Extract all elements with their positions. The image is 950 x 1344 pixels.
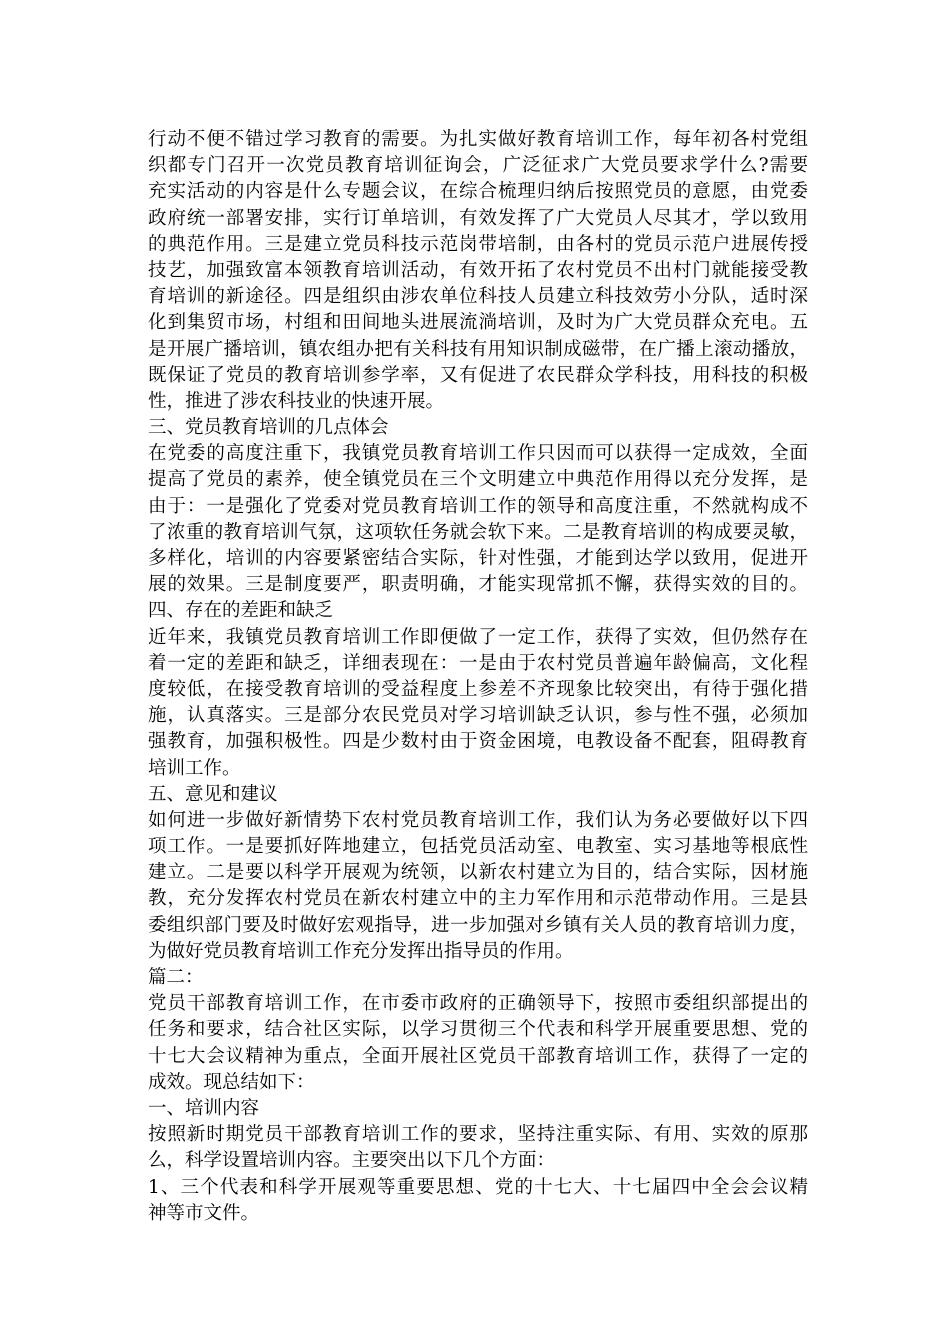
paragraph-line: 神等市文件。 [148,1202,260,1224]
section-heading: 三、党员教育培训的几点体会 [148,417,389,439]
paragraph-line: 教，充分发挥农村党员在新农村建立中的主力军作用和示范带动作用。三是县 [148,888,808,910]
paragraph-line: 展的效果。三是制度要严，职责明确，才能实现常抓不懈，获得实效的目的。 [148,574,808,596]
paragraph-line: 提高了党员的素养，使全镇党员在三个文明建立中典范作用得以充分发挥，是 [148,469,808,491]
paragraph-line: 如何进一步做好新情势下农村党员教育培训工作，我们认为务必要做好以下四 [148,809,808,831]
paragraph-line: 着一定的差距和缺乏，详细表现在：一是由于农村党员普遍年龄偏高，文化程 [148,652,808,674]
paragraph-line: 十七大会议精神为重点，全面开展社区党员干部教育培训工作，获得了一定的 [148,1045,808,1067]
section-heading: 五、意见和建议 [148,783,278,805]
paragraph-line: 在党委的高度注重下，我镇党员教育培训工作只因而可以获得一定成效，全面 [148,443,808,465]
paragraph-line: 么，科学设置培训内容。主要突出以下几个方面： [148,1150,556,1172]
paragraph-line: 近年来，我镇党员教育培训工作即便做了一定工作，获得了实效，但仍然存在 [148,626,808,648]
paragraph-line: 的典范作用。三是建立党员科技示范岗带培制，由各村的党员示范户进展传授 [148,233,808,255]
paragraph-line: 既保证了党员的教育培训参学率，又有促进了农民群众学科技，用科技的积极 [148,364,808,386]
paragraph-line: 委组织部门要及时做好宏观指导，进一步加强对乡镇有关人员的教育培训力度， [148,914,808,936]
paragraph-line: 是开展广播培训，镇农组办把有关科技有用知识制成磁带，在广播上滚动播放， [148,338,808,360]
paragraph-line: 成效。现总结如下： [148,1071,315,1093]
paragraph-line: 由于：一是强化了党委对党员教育培训工作的领导和高度注重，不然就构成不 [148,495,808,517]
paragraph-line: 了浓重的教育培训气氛，这项软任务就会软下来。二是教育培训的构成要灵敏， [148,521,808,543]
paragraph-line: 1、三个代表和科学开展观等重要思想、党的十七大、十七届四中全会会议精 [148,1176,808,1198]
paragraph-line: 按照新时期党员干部教育培训工作的要求，坚持注重实际、有用、实效的原那 [148,1124,808,1146]
paragraph-line: 建立。二是要以科学开展观为统领，以新农村建立为目的，结合实际，因材施 [148,862,808,884]
paragraph-line: 党员干部教育培训工作，在市委市政府的正确领导下，按照市委组织部提出的 [148,993,808,1015]
paragraph-line: 任务和要求，结合社区实际，以学习贯彻三个代表和科学开展重要思想、党的 [148,1019,808,1041]
paragraph-line: 性，推进了涉农科技业的快速开展。 [148,390,445,412]
paragraph-line: 度较低，在接受教育培训的受益程度上参差不齐现象比较突出，有待于强化措 [148,678,808,700]
paragraph-line: 育培训的新途径。四是组织由涉农单位科技人员建立科技效劳小分队，适时深 [148,286,808,308]
paragraph-line: 政府统一部署安排，实行订单培训，有效发挥了广大党员人尽其才，学以致用 [148,207,808,229]
section-heading: 篇二： [148,967,204,988]
paragraph-line: 化到集贸市场，村组和田间地头进展流淌培训，及时为广大党员群众充电。五 [148,312,808,334]
paragraph-line: 技艺，加强致富本领教育培训活动，有效开拓了农村党员不出村门就能接受教 [148,259,808,281]
paragraph-line: 施，认真落实。三是部分农民党员对学习培训缺乏认识，参与性不强，必须加 [148,705,808,727]
section-heading: 四、存在的差距和缺乏 [148,600,334,622]
paragraph-line: 培训工作。 [148,757,241,779]
paragraph-line: 织都专门召开一次党员教育培训征询会，广泛征求广大党员要求学什么?需要 [148,155,808,177]
paragraph-line: 多样化，培训的内容要紧密结合实际，针对性强，才能到达学以致用，促进开 [148,548,808,569]
paragraph-line: 充实活动的内容是什么专题会议，在综合梳理归纳后按照党员的意愿，由党委 [148,181,808,203]
paragraph-line: 项工作。一是要抓好阵地建立，包括党员活动室、电教室、实习基地等根底性 [148,836,808,858]
section-heading: 一、培训内容 [148,1097,260,1119]
document-page [148,127,808,1227]
paragraph-line: 行动不便不错过学习教育的需要。为扎实做好教育培训工作，每年初各村党组 [148,129,808,150]
paragraph-line: 为做好党员教育培训工作充分发挥出指导员的作用。 [148,940,574,962]
paragraph-line: 强教育，加强积极性。四是少数村由于资金困境，电教设备不配套，阻碍教育 [148,731,808,753]
